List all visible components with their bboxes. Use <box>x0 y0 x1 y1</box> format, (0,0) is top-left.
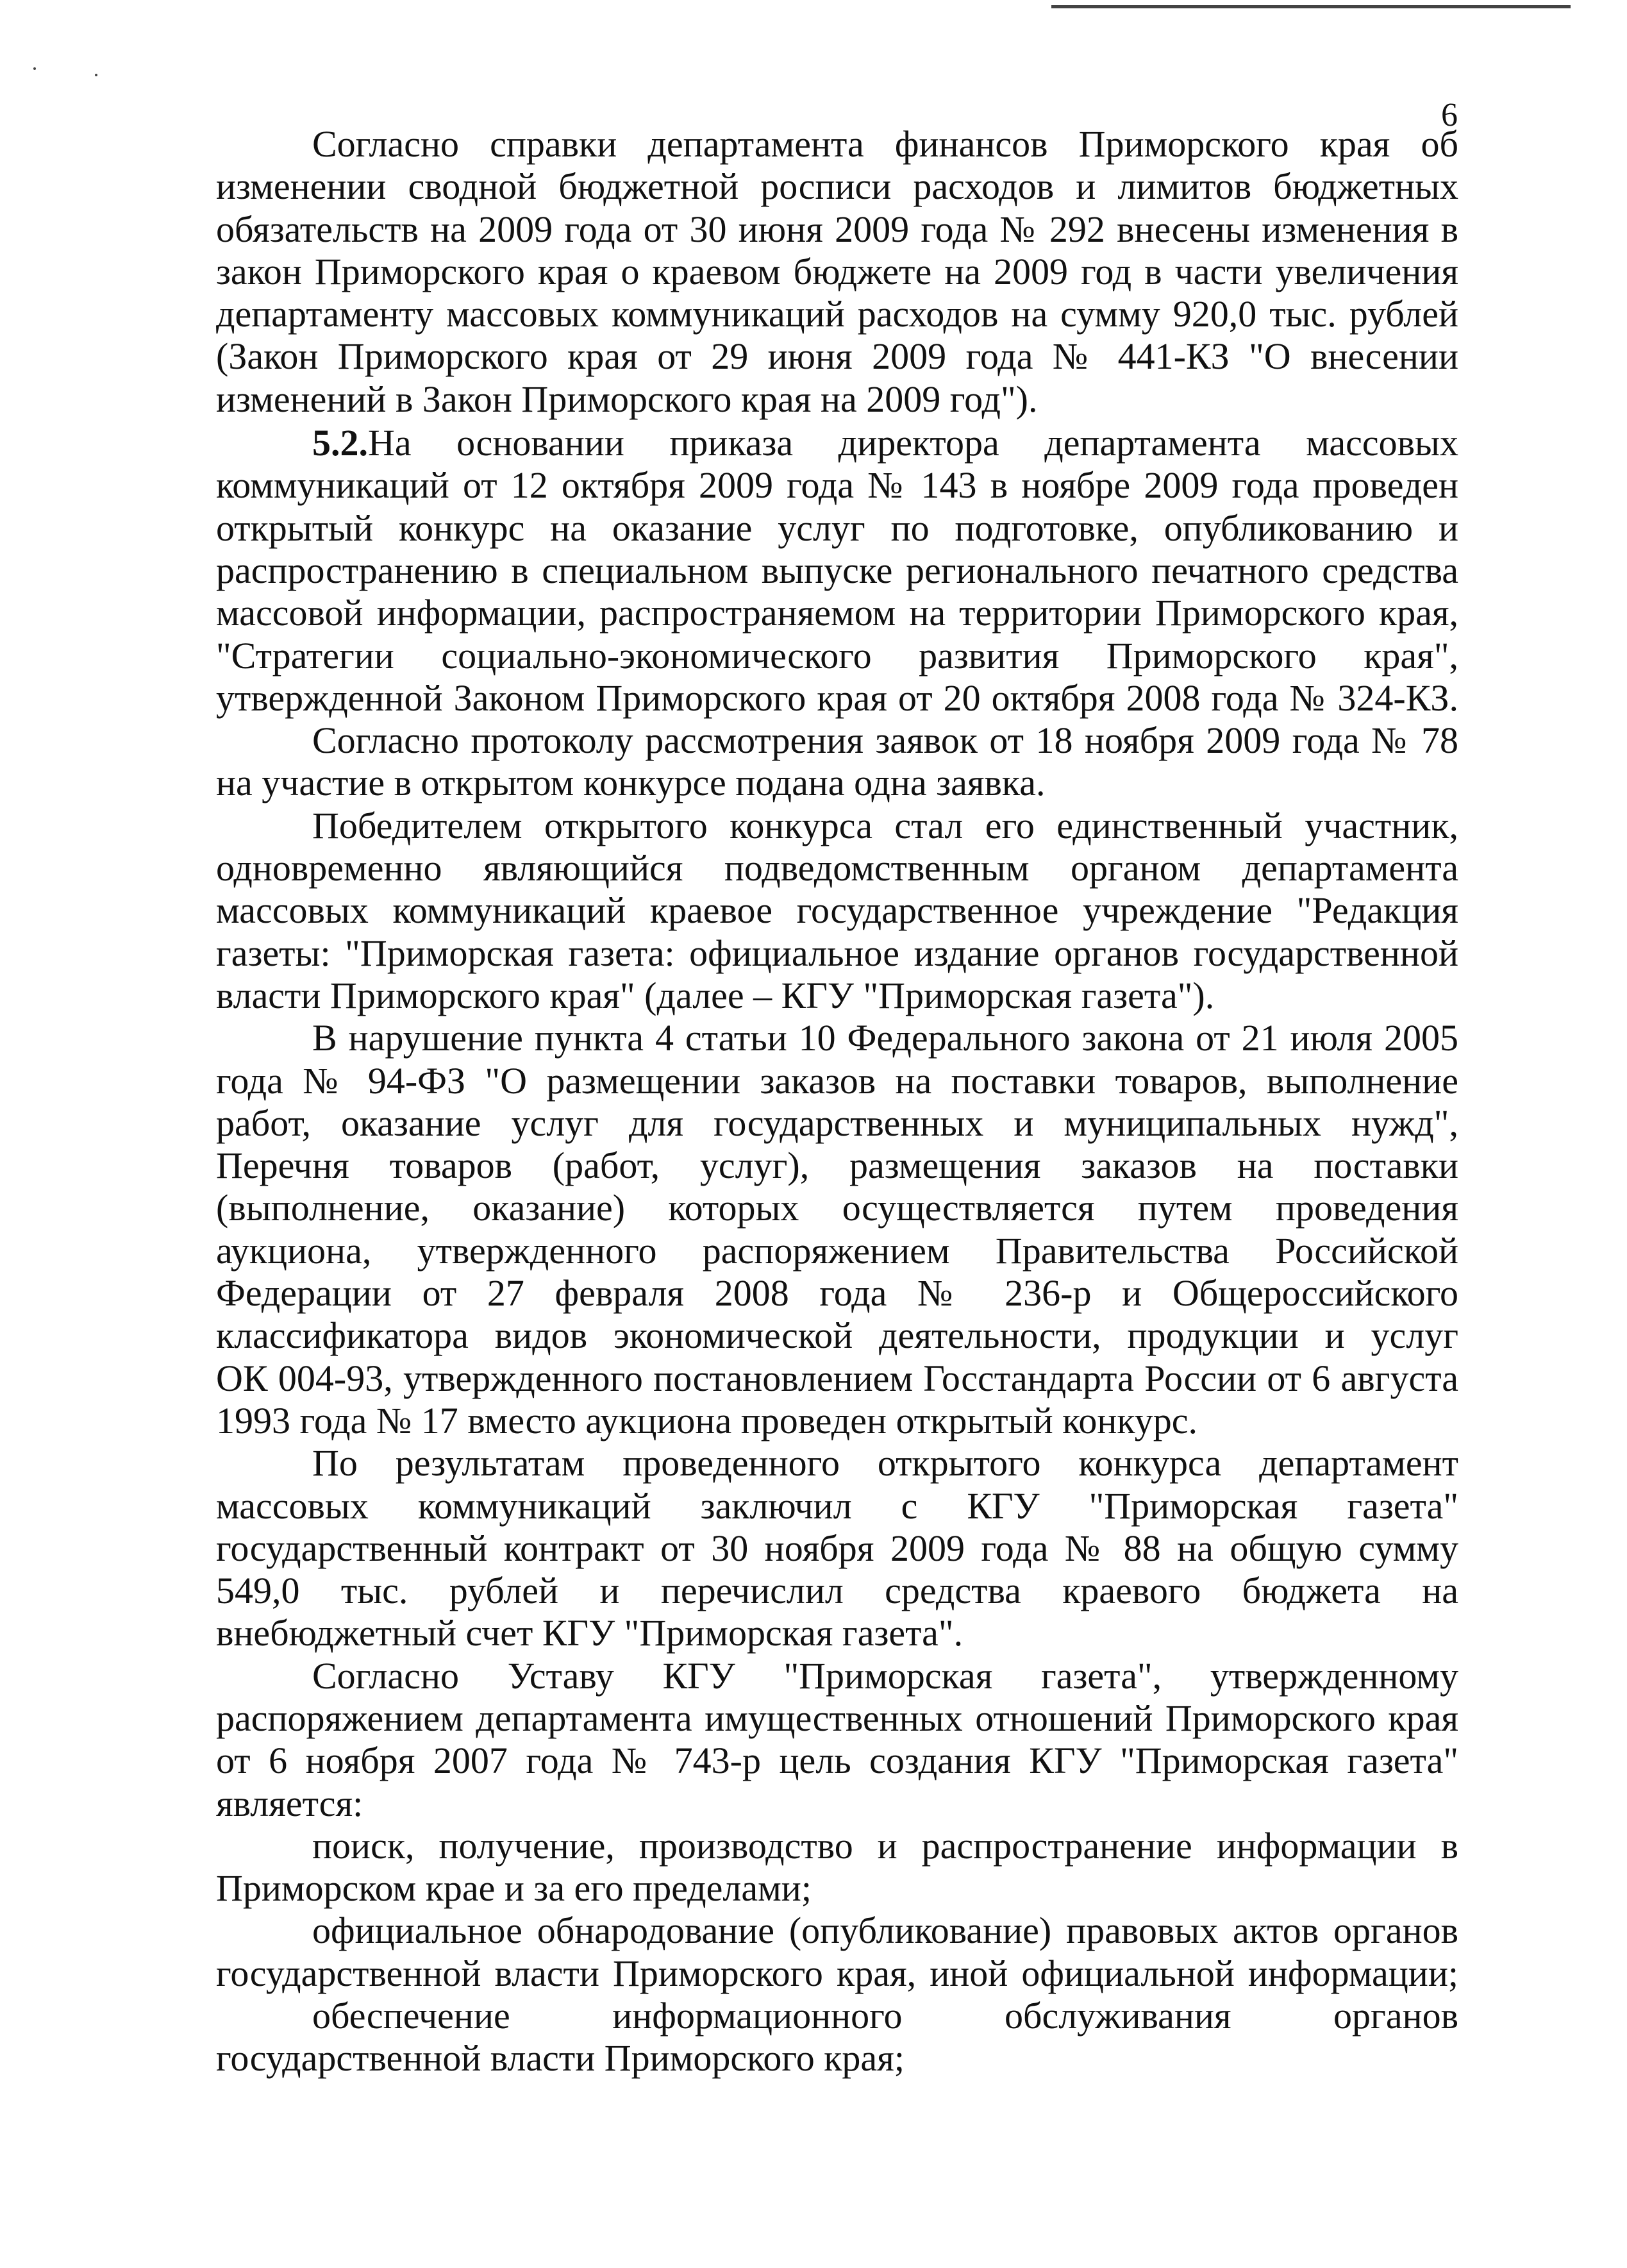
text-line: департаменту массовых коммуникаций расходов на сумму 920,0 тыс. рублей <box>216 293 1458 335</box>
text-line: На основании приказа директора департамента массовых <box>368 422 1458 464</box>
text-line: от 6 ноября 2007 года № 743-р цель создания КГУ "Приморская газета" <box>216 1740 1458 1782</box>
text-line: утвержденной Законом Приморского края от 20 октября 2008 года № 324-КЗ. <box>216 676 1458 719</box>
text-line: газеты: "Приморская газета: официальное издание органов государственной <box>216 932 1458 974</box>
scan-edge-line <box>1051 5 1571 8</box>
document-body <box>216 123 1458 2080</box>
text-line: В нарушение пункта 4 статьи 10 Федерального закона от 21 июля 2005 <box>312 1017 1458 1059</box>
text-line: Приморском крае и за его пределами; <box>216 1867 812 1910</box>
text-line: официальное обнародование (опубликование) правовых актов органов <box>312 1910 1458 1952</box>
text-line: массовой информации, распространяемом на территории Приморского края, <box>216 592 1458 634</box>
text-line: года № 94-ФЗ "О размещении заказов на поставки товаров, выполнение <box>216 1059 1458 1102</box>
text-line: распоряжением департамента имущественных отношений Приморского края <box>216 1697 1458 1739</box>
text-line: 1993 года № 17 вместо аукциона проведен открытый конкурс. <box>216 1399 1198 1441</box>
text-line: классификатора видов экономической деятельности, продукции и услуг <box>216 1315 1458 1357</box>
section-heading-line <box>216 422 1458 464</box>
text-line: (выполнение, оказание) которых осуществляется путем проведения <box>216 1187 1458 1229</box>
text-line: массовых коммуникаций заключил с КГУ "Приморская газета" <box>216 1484 1458 1527</box>
text-line: "Стратегии социально-экономического развития Приморского края", <box>216 634 1458 676</box>
text-line: аукциона, утвержденного распоряжением Правительства Российской <box>216 1229 1458 1272</box>
text-line: Победителем открытого конкурса стал его единственный участник, <box>312 804 1458 846</box>
text-line: 549,0 тыс. рублей и перечислил средства краевого бюджета на <box>216 1570 1458 1612</box>
scan-speck <box>33 67 36 70</box>
text-line: массовых коммуникаций краевое государственное учреждение "Редакция <box>216 889 1458 932</box>
section-number: 5.2. <box>312 422 368 464</box>
text-line: государственной власти Приморского края; <box>216 2037 905 2079</box>
text-line: является: <box>216 1782 363 1824</box>
text-line: государственный контракт от 30 ноября 2009 года № 88 на общую сумму <box>216 1527 1458 1569</box>
text-line: Перечня товаров (работ, услуг), размещения заказов на поставки <box>216 1145 1458 1187</box>
text-line: внебюджетный счет КГУ "Приморская газета". <box>216 1612 964 1654</box>
text-line: распространению в специальном выпуске регионального печатного средства <box>216 549 1458 591</box>
page-number: 6 <box>1441 97 1458 133</box>
scan-speck <box>95 74 97 76</box>
text-line: обеспечение информационного обслуживания органов <box>312 1995 1458 2037</box>
text-line: изменений в Закон Приморского края на 2009 год"). <box>216 378 1038 420</box>
text-line: Согласно протоколу рассмотрения заявок от 18 ноября 2009 года № 78 <box>312 719 1458 762</box>
text-line: одновременно являющийся подведомственным органом департамента <box>216 847 1458 889</box>
text-line: работ, оказание услуг для государственных и муниципальных нужд", <box>216 1102 1458 1144</box>
text-line: на участие в открытом конкурсе подана одна заявка. <box>216 762 1046 804</box>
text-line: Согласно справки департамента финансов Приморского края об <box>312 123 1458 165</box>
text-line: коммуникаций от 12 октября 2009 года № 143 в ноябре 2009 года проведен <box>216 464 1458 507</box>
text-line: (Закон Приморского края от 29 июня 2009 года № 441-КЗ "О внесении <box>216 335 1458 378</box>
text-line: обязательств на 2009 года от 30 июня 2009 года № 292 внесены изменения в <box>216 208 1458 250</box>
text-line: поиск, получение, производство и распространение информации в <box>312 1824 1458 1867</box>
text-line: Федерации от 27 февраля 2008 года № 236-р и Общероссийского <box>216 1272 1458 1315</box>
text-line: изменении сводной бюджетной росписи расходов и лимитов бюджетных <box>216 165 1458 208</box>
text-line: государственной власти Приморского края, иной официальной информации; <box>216 1952 1458 1994</box>
text-line: закон Приморского края о краевом бюджете на 2009 год в части увеличения <box>216 250 1458 292</box>
text-line: ОК 004-93, утвержденного постановлением Госстандарта России от 6 августа <box>216 1357 1458 1399</box>
text-line: власти Приморского края" (далее – КГУ "Приморская газета"). <box>216 974 1215 1016</box>
text-line: По результатам проведенного открытого конкурса департамент <box>312 1442 1458 1484</box>
text-line: Согласно Уставу КГУ "Приморская газета", утвержденному <box>312 1654 1458 1697</box>
text-line: открытый конкурс на оказание услуг по подготовке, опубликованию и <box>216 507 1458 549</box>
